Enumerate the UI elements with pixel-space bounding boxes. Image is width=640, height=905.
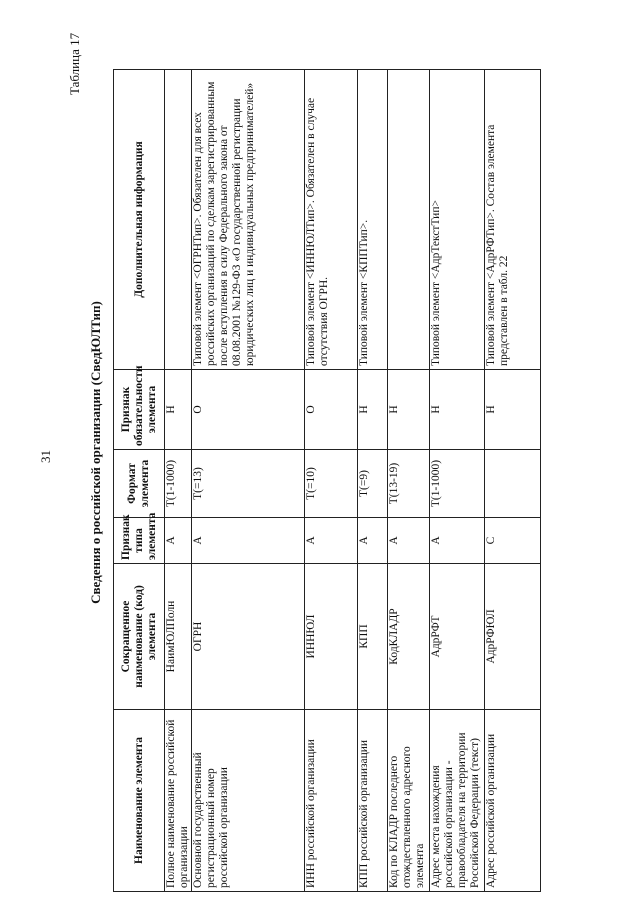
cell-short-name: НаимЮЛПолн (165, 564, 192, 710)
cell-info (165, 70, 192, 370)
cell-short-name: ИННЮЛ (305, 564, 358, 710)
cell-type: С (485, 518, 541, 564)
cell-format: Т(13-19) (388, 450, 430, 518)
cell-required: Н (388, 370, 430, 450)
cell-type: А (192, 518, 305, 564)
cell-element-name: КПП российской организации (358, 710, 388, 892)
table-header-row (114, 70, 165, 892)
cell-info (388, 70, 430, 370)
table-row (165, 70, 192, 892)
cell-info: Типовой элемент <АдрТекстТип> (430, 70, 485, 370)
table-row (485, 70, 541, 892)
cell-type: А (165, 518, 192, 564)
table-row (305, 70, 358, 892)
table-row (358, 70, 388, 892)
cell-required: Н (430, 370, 485, 450)
cell-format: Т(1-1000) (430, 450, 485, 518)
cell-info: Типовой элемент <ОГРНТип>. Обязателен для всех российских организаций по сделкам зарегистрированным после вступления в силу Федерального закона от 08.08.2001 №129-ФЗ «О государственной регистрации юридических лиц и индивидуальных предпринимателей» (192, 70, 305, 370)
cell-type: А (358, 518, 388, 564)
page-number: 31 (38, 450, 53, 463)
cell-required: О (192, 370, 305, 450)
cell-info: Типовой элемент <КППТип>. (358, 70, 388, 370)
cell-short-name: АдрРФТ (430, 564, 485, 710)
table-title: Сведения о российской организации (СведЮЛТип) (88, 301, 103, 604)
cell-short-name: ОГРН (192, 564, 305, 710)
cell-info: Типовой элемент <ИННЮЛТип>. Обязателен в случае отсутствия ОГРН. (305, 70, 358, 370)
cell-format: Т(1-1000) (165, 450, 192, 518)
cell-required: Н (485, 370, 541, 450)
data-table (113, 69, 541, 892)
header-cell: Признак обязательности элемента (114, 370, 165, 450)
cell-element-name: ИНН российской организации (305, 710, 358, 892)
cell-required: О (305, 370, 358, 450)
cell-format: Т(=10) (305, 450, 358, 518)
cell-element-name: Код по КЛАДР последнего отождествленного адресного элемента (388, 710, 430, 892)
table-row (192, 70, 305, 892)
table-row (430, 70, 485, 892)
cell-format: Т(=9) (358, 450, 388, 518)
header-cell: Сокращенное наименование (код) элемента (114, 564, 165, 710)
cell-info: Типовой элемент <АдрРФТип>. Состав элемента представлен в табл. 22 (485, 70, 541, 370)
cell-required: Н (358, 370, 388, 450)
cell-format (485, 450, 541, 518)
header-cell: Дополнительная информация (114, 70, 165, 370)
header-cell: Формат элемента (114, 450, 165, 518)
cell-element-name: Основной государственный регистрационный номер российской организации (192, 710, 305, 892)
header-cell: Признак типа элемента (114, 518, 165, 564)
table-label: Таблица 17 (67, 32, 82, 95)
cell-element-name: Адрес российской организации (485, 710, 541, 892)
header-cell: Наименование элемента (114, 710, 165, 892)
cell-element-name: Полное наименование российской организации (165, 710, 192, 892)
table-row (388, 70, 430, 892)
cell-required: Н (165, 370, 192, 450)
cell-short-name: КодКЛАДР (388, 564, 430, 710)
cell-short-name: КПП (358, 564, 388, 710)
cell-type: А (388, 518, 430, 564)
cell-short-name: АдрРФЮЛ (485, 564, 541, 710)
cell-type: А (305, 518, 358, 564)
cell-element-name: Адрес места нахождения российской организации - правообладателя на территории Российской Федерации (текст) (430, 710, 485, 892)
cell-type: А (430, 518, 485, 564)
cell-format: Т(=13) (192, 450, 305, 518)
